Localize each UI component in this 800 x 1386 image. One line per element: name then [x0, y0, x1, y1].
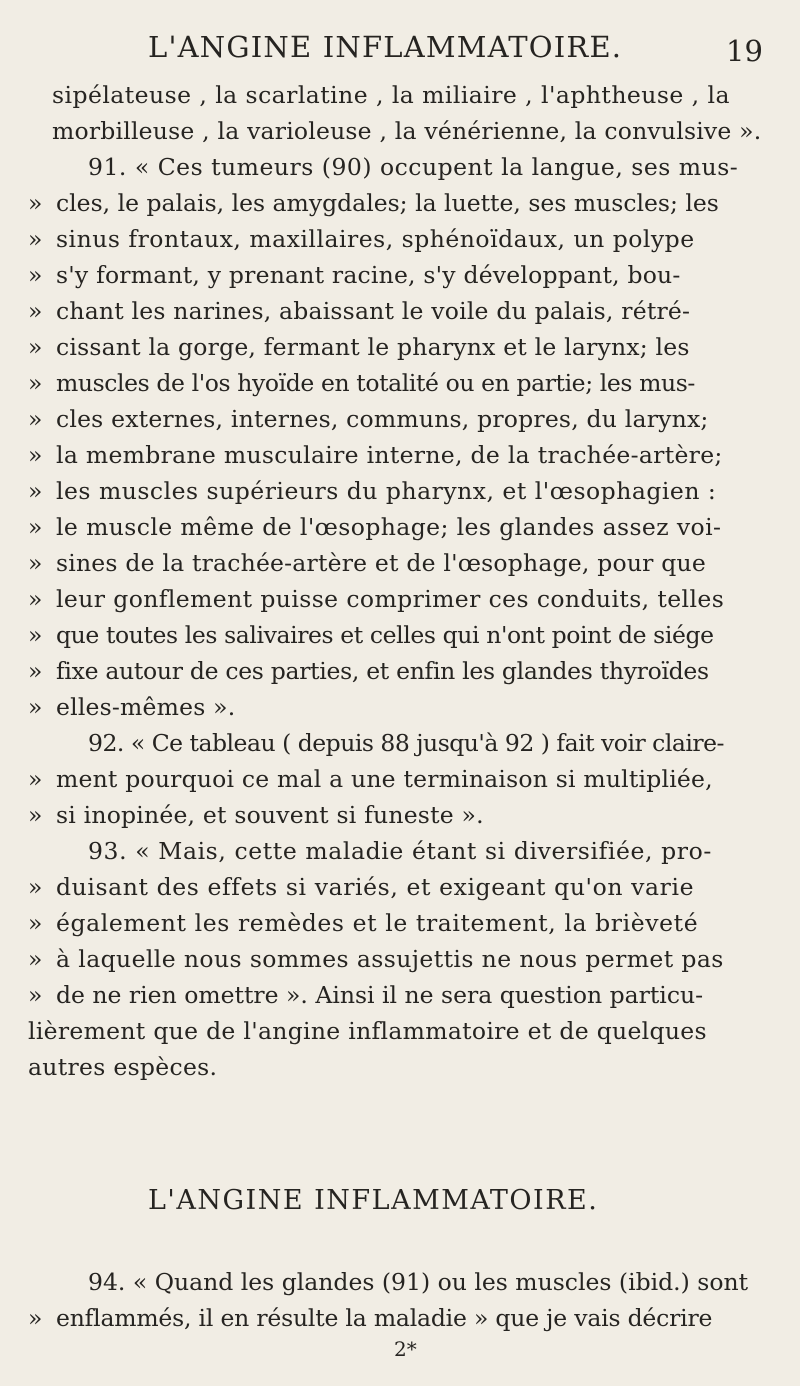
line-text: s'y formant, y prenant racine, s'y développant, bou-: [56, 261, 681, 289]
line-text: sipélateuse , la scarlatine , la miliaire , l'aphtheuse , la: [52, 81, 730, 109]
text-line: [0, 689, 800, 725]
quote-mark: »: [28, 765, 43, 793]
section-heading: L'ANGINE INFLAMMATOIRE.: [148, 1185, 599, 1216]
line-text: chant les narines, abaissant le voile du palais, rétré-: [56, 297, 691, 325]
text-line: [0, 1013, 800, 1049]
quote-mark: »: [28, 369, 43, 397]
line-text: sines de la trachée-artère et de l'œsophage, pour que: [56, 549, 706, 577]
line-text: lièrement que de l'angine inflammatoire et de quelques: [28, 1017, 707, 1045]
quote-mark: »: [28, 297, 43, 325]
line-text: les muscles supérieurs du pharynx, et l'œsophagien :: [56, 477, 717, 505]
text-line: [0, 725, 800, 761]
quote-mark: »: [28, 1304, 43, 1332]
quote-mark: »: [28, 873, 43, 901]
line-text: enflammés, il en résulte la maladie » que je vais décrire: [56, 1304, 713, 1332]
line-text: sinus frontaux, maxillaires, sphénoïdaux, un polype: [56, 225, 695, 253]
quote-mark: »: [28, 333, 43, 361]
quote-mark: »: [28, 261, 43, 289]
text-line: [0, 977, 800, 1013]
text-line: [0, 149, 800, 185]
text-line: [0, 869, 800, 905]
text-line: [0, 1300, 800, 1336]
line-text: 93. « Mais, cette maladie étant si diversifiée, pro-: [88, 837, 712, 865]
quote-mark: »: [28, 945, 43, 973]
text-line: [0, 257, 800, 293]
quote-mark: »: [28, 801, 43, 829]
text-line: [0, 365, 800, 401]
text-line: [0, 293, 800, 329]
quote-mark: »: [28, 693, 43, 721]
quote-mark: »: [28, 405, 43, 433]
text-line: [0, 581, 800, 617]
line-text: fixe autour de ces parties, et enfin les glandes thyroïdes: [56, 657, 709, 685]
text-line: [0, 401, 800, 437]
quote-mark: »: [28, 225, 43, 253]
line-text: cles externes, internes, communs, propres, du larynx;: [56, 405, 709, 433]
line-text: autres espèces.: [28, 1053, 218, 1081]
quote-mark: »: [28, 981, 43, 1009]
quote-mark: »: [28, 189, 43, 217]
text-line: [0, 1049, 800, 1085]
quote-mark: »: [28, 477, 43, 505]
line-text: que toutes les salivaires et celles qui n'ont point de siége: [56, 621, 714, 649]
line-text: muscles de l'os hyoïde en totalité ou en partie; les mus-: [56, 369, 695, 397]
text-line: [0, 77, 800, 113]
quote-mark: »: [28, 657, 43, 685]
text-line: [0, 653, 800, 689]
line-text: morbilleuse , la varioleuse , la vénérienne, la convulsive ».: [52, 117, 762, 145]
line-text: ment pourquoi ce mal a une terminaison si multipliée,: [56, 765, 713, 793]
text-line: [0, 545, 800, 581]
page-number: 19: [726, 34, 763, 68]
quote-mark: »: [28, 585, 43, 613]
text-line: [0, 113, 800, 149]
line-text: à laquelle nous sommes assujettis ne nous permet pas: [56, 945, 724, 973]
text-line: [0, 473, 800, 509]
line-text: de ne rien omettre ». Ainsi il ne sera question particu-: [56, 981, 704, 1009]
line-text: le muscle même de l'œsophage; les glandes assez voi-: [56, 513, 722, 541]
page-header: [0, 30, 800, 74]
text-line: [0, 833, 800, 869]
text-line: [0, 221, 800, 257]
line-text: duisant des effets si variés, et exigeant qu'on varie: [56, 873, 695, 901]
line-text: 94. « Quand les glandes (91) ou les muscles (ibid.) sont: [88, 1268, 749, 1296]
quote-mark: »: [28, 549, 43, 577]
quote-mark: »: [28, 441, 43, 469]
line-text: également les remèdes et le traitement, la brièveté: [56, 909, 699, 937]
text-line: [0, 329, 800, 365]
line-text: si inopinée, et souvent si funeste ».: [56, 801, 484, 829]
text-line: [0, 437, 800, 473]
text-line: [0, 905, 800, 941]
quote-mark: »: [28, 513, 43, 541]
text-line: [0, 761, 800, 797]
text-line: [0, 509, 800, 545]
line-text: leur gonflement puisse comprimer ces conduits, telles: [56, 585, 725, 613]
line-text: la membrane musculaire interne, de la trachée-artère;: [56, 441, 723, 469]
text-line: [0, 941, 800, 977]
text-line: [0, 185, 800, 221]
text-line: [0, 617, 800, 653]
line-text: 92. « Ce tableau ( depuis 88 jusqu'à 92 ) fait voir claire-: [88, 729, 724, 757]
running-title: L'ANGINE INFLAMMATOIRE.: [148, 30, 623, 64]
line-text: cles, le palais, les amygdales; la luette, ses muscles; les: [56, 189, 719, 217]
signature-mark: 2*: [394, 1337, 417, 1361]
quote-mark: »: [28, 909, 43, 937]
line-text: 91. « Ces tumeurs (90) occupent la langue, ses mus-: [88, 153, 739, 181]
text-line: [0, 797, 800, 833]
text-line: [0, 1264, 800, 1300]
line-text: cissant la gorge, fermant le pharynx et le larynx; les: [56, 333, 690, 361]
quote-mark: »: [28, 621, 43, 649]
line-text: elles-mêmes ».: [56, 693, 236, 721]
